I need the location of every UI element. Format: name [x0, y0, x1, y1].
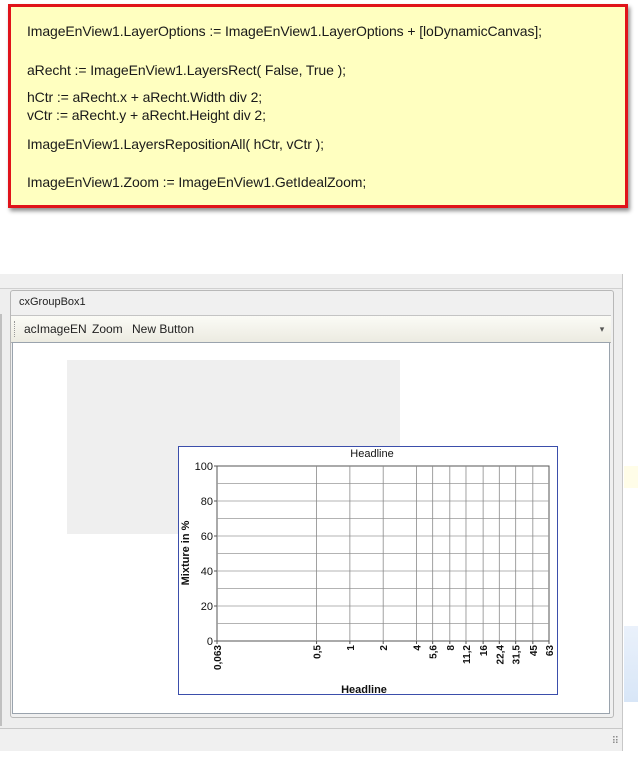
chart-x-tick-label: 1 [345, 645, 357, 651]
code-line-zoom: ImageEnView1.Zoom := ImageEnView1.GetIdealZoom; [27, 174, 367, 190]
chart-y-tick-label: 20 [200, 601, 213, 613]
chart-x-tick-label: 31,5 [511, 645, 523, 665]
chart-x-tick-label: 0,5 [312, 645, 324, 659]
code-line-vctr: vCtr := aRecht.y + aRecht.Height div 2; [27, 107, 266, 123]
resize-grip-icon[interactable]: ⠿ [611, 736, 618, 747]
image-view-canvas[interactable] [12, 342, 610, 714]
chart-x-tick-label: 11,2 [461, 645, 473, 664]
application-window [0, 274, 623, 751]
status-bar [0, 728, 622, 751]
left-panel-edge [0, 314, 2, 726]
code-callout [8, 4, 628, 208]
chart-x-tick-label: 0,063 [213, 645, 224, 671]
chart-title: Headline [350, 448, 394, 460]
group-box [10, 290, 614, 718]
window-top-strip [0, 274, 622, 289]
toolbar [11, 315, 611, 343]
chart-y-tick-label: 80 [200, 496, 213, 508]
chart-y-tick-label: 100 [194, 461, 213, 473]
background-window-edge-blue [624, 626, 638, 702]
chart-layer[interactable] [178, 446, 558, 695]
chart-x-tick-label: 22,4 [495, 645, 507, 665]
toolbar-item-zoom[interactable]: Zoom [92, 322, 123, 336]
code-line-reposition: ImageEnView1.LayersRepositionAll( hCtr, vCtr ); [27, 136, 324, 152]
chart-grid [217, 466, 549, 641]
code-line-hctr: hCtr := aRecht.x + aRecht.Width div 2; [27, 89, 263, 105]
toolbar-item-new-button[interactable]: New Button [132, 322, 195, 336]
chart-y-tick-label: 0 [206, 636, 213, 648]
chart-x-tick-label: 63 [545, 645, 556, 657]
toolbar-grip[interactable] [14, 321, 18, 337]
chart-x-tick-label: 5,6 [428, 645, 440, 659]
chart-y-label: Mixture in % [180, 520, 192, 586]
chart-x-label: Headline [341, 684, 387, 694]
chart-x-tick-label: 2 [379, 645, 391, 651]
code-line-layers-rect: aRecht := ImageEnView1.LayersRect( False, True ); [27, 62, 346, 78]
chart-x-tick-label: 8 [445, 645, 457, 651]
code-line-layer-options: ImageEnView1.LayerOptions := ImageEnView1.LayerOptions + [loDynamicCanvas]; [27, 23, 542, 39]
group-box-caption: cxGroupBox1 [19, 296, 86, 308]
chart-y-tick-label: 60 [200, 531, 213, 543]
toolbar-item-acimageen[interactable]: acImageEN [24, 322, 87, 336]
chart [179, 447, 557, 694]
toolbar-options-chevron-icon[interactable]: ▾ [599, 324, 605, 334]
chart-x-tick-label: 45 [528, 645, 540, 657]
background-window-edge [624, 466, 638, 488]
chart-x-tick-label: 4 [412, 645, 424, 651]
chart-y-tick-label: 40 [200, 566, 213, 578]
chart-x-tick-label: 16 [479, 645, 491, 657]
